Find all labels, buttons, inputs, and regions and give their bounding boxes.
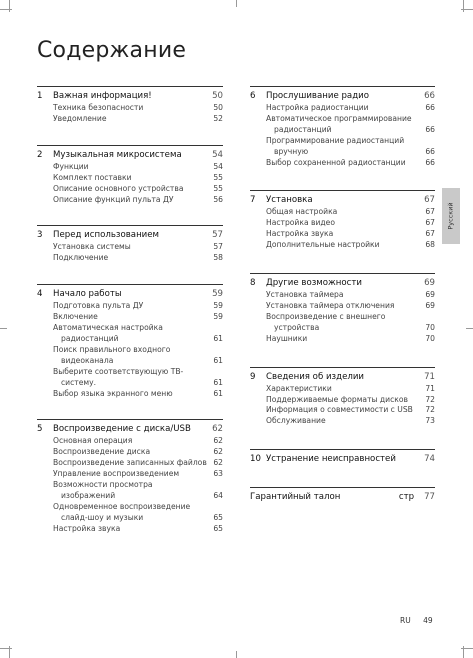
entry-label: [53, 345, 209, 367]
entry-page: 55: [213, 183, 223, 193]
entry-label: [53, 103, 209, 114]
entry-page: 67: [425, 207, 435, 217]
entry-label: [266, 384, 421, 395]
entry-page: 65: [213, 523, 223, 533]
toc-section: [37, 225, 223, 264]
toc-entry[interactable]: [250, 240, 435, 251]
entry-page: 70: [425, 333, 435, 343]
crop-mark: [466, 328, 473, 329]
toc-entry[interactable]: [250, 136, 435, 158]
entry-label-continuation: слайд-шоу и музыки: [61, 512, 144, 522]
toc-item-list: [37, 242, 223, 264]
entry-page: 57: [213, 242, 223, 252]
entry-page: 50: [213, 103, 223, 112]
entry-page: 52: [213, 113, 223, 123]
entry-page: 55: [213, 172, 223, 182]
entry-label-text: Дополнительные настройки: [266, 240, 380, 250]
entry-page: 61: [213, 355, 223, 365]
section-page: 59: [212, 289, 223, 300]
entry-label-text: Обслуживание: [266, 416, 326, 426]
entry-label-text: Управление воспроизведением: [53, 469, 180, 479]
toc-entry[interactable]: [250, 312, 435, 334]
entry-label: [266, 290, 421, 301]
entry-label-text: Поиск правильного входного: [53, 344, 171, 354]
section-number: 4: [37, 289, 43, 300]
entry-page: 61: [213, 333, 223, 343]
toc-entry[interactable]: [250, 301, 435, 312]
section-number: 8: [250, 278, 256, 289]
entry-page: 72: [425, 405, 435, 415]
guarantee-page-word: стр: [398, 492, 415, 503]
entry-label: [53, 447, 209, 458]
toc-entry[interactable]: [250, 384, 435, 395]
footer-language: RU: [400, 616, 411, 625]
toc-section-heading[interactable]: [37, 145, 223, 161]
entry-label: [266, 114, 421, 136]
toc-entry[interactable]: [250, 405, 435, 416]
entry-label: [53, 469, 209, 480]
crop-mark: [9, 0, 10, 12]
entry-page: 61: [213, 388, 223, 398]
toc-item-list: [37, 301, 223, 399]
section-title: Музыкальная микросистема: [53, 149, 182, 160]
toc-section-heading[interactable]: [37, 86, 223, 102]
entry-label-text: Возможности просмотра: [53, 480, 153, 490]
toc-entry[interactable]: [37, 253, 223, 264]
toc-entry[interactable]: [250, 218, 435, 229]
guarantee-page: 77: [424, 492, 435, 503]
entry-label-text: Общая настройка: [266, 207, 338, 217]
crop-mark: [0, 328, 7, 329]
entry-label-text: Наушники: [266, 333, 308, 343]
entry-label: [53, 502, 209, 524]
language-tab: [442, 188, 460, 244]
entry-label-text: Уведомление: [53, 113, 107, 123]
entry-page: 62: [213, 447, 223, 457]
toc-entry[interactable]: [250, 290, 435, 301]
section-page: 66: [424, 91, 435, 101]
section-title: Начало работы: [53, 289, 122, 300]
section-page: 67: [424, 195, 435, 206]
entry-label-text: Настройка звука: [53, 523, 121, 533]
entry-label-text: Техника безопасности: [53, 103, 144, 112]
section-page: 71: [424, 371, 435, 382]
entry-page: 73: [425, 416, 435, 426]
entry-page: 56: [213, 194, 223, 204]
entry-label: [266, 207, 421, 218]
entry-label-text: Основная операция: [53, 436, 133, 446]
entry-label-text: Воспроизведение записанных файлов: [53, 458, 207, 468]
section-page: 57: [212, 230, 223, 241]
toc-section-heading[interactable]: [250, 273, 435, 289]
toc-item-list: [250, 207, 435, 251]
entry-label-text: Подключение: [53, 253, 109, 263]
crop-mark: [0, 648, 12, 649]
section-title: Воспроизведение с диска/USB: [53, 424, 191, 435]
entry-label: [53, 114, 209, 125]
section-number: 1: [37, 91, 43, 101]
entry-page: 67: [425, 218, 435, 228]
entry-label-text: Настройка радиостанции: [266, 103, 369, 112]
entry-label-text: Подготовка пульта ДУ: [53, 301, 144, 311]
toc-entry[interactable]: [250, 158, 435, 169]
section-page: 69: [424, 278, 435, 289]
entry-label-continuation: видеоканала: [61, 355, 114, 365]
entry-label-text: Поддерживаемые форматы дисков: [266, 394, 408, 404]
crop-mark: [236, 0, 237, 7]
entry-page: 67: [425, 229, 435, 239]
entry-label: [53, 301, 209, 312]
entry-label: [53, 480, 209, 502]
crop-mark: [236, 651, 237, 658]
toc-entry[interactable]: [250, 103, 435, 114]
toc-entry[interactable]: [250, 207, 435, 218]
entry-label-text: Одновременное воспроизведение: [53, 501, 191, 511]
entry-page: 62: [213, 458, 223, 468]
toc-entry[interactable]: [37, 480, 223, 502]
entry-page: 69: [425, 300, 435, 310]
entry-page: 68: [425, 240, 435, 250]
entry-label: [266, 405, 421, 416]
toc-item-list: [250, 384, 435, 428]
toc-entry[interactable]: [250, 395, 435, 406]
section-number: 7: [250, 195, 256, 206]
entry-label: [266, 103, 421, 114]
entry-page: 66: [425, 157, 435, 167]
toc-section-heading[interactable]: [37, 419, 223, 435]
section-number: 3: [37, 230, 43, 241]
crop-mark: [463, 646, 464, 658]
entry-label-text: Воспроизведение с внешнего: [266, 311, 386, 321]
entry-label: [53, 242, 209, 253]
guarantee-entry[interactable]: [250, 487, 435, 503]
entry-page: 70: [425, 322, 435, 332]
toc-section: [250, 273, 435, 345]
toc-item-list: [250, 103, 435, 168]
entry-label-text: Функции: [53, 161, 89, 171]
section-title: Другие возможности: [266, 278, 362, 289]
toc-entry[interactable]: [37, 502, 223, 524]
entry-label-text: Включение: [53, 312, 98, 322]
entry-label: [266, 395, 421, 406]
entry-label: [53, 389, 209, 400]
entry-page: 59: [213, 312, 223, 322]
entry-label: [266, 416, 421, 427]
entry-label: [53, 162, 209, 173]
entry-label: [266, 240, 421, 251]
section-title: Прослушивание радио: [266, 91, 369, 101]
toc-item-list: [250, 290, 435, 345]
footer-page-number: 49: [423, 616, 433, 625]
entry-label-continuation: систему.: [61, 377, 97, 387]
section-page: 54: [212, 149, 223, 160]
toc-entry[interactable]: [37, 345, 223, 367]
entry-label-text: Комплект поставки: [53, 172, 132, 182]
section-page: 62: [212, 424, 223, 435]
entry-label-text: Установка таймера: [266, 290, 344, 300]
toc-entry[interactable]: [37, 469, 223, 480]
entry-label: [266, 136, 421, 158]
entry-label-continuation: вручную: [274, 146, 309, 156]
toc-section: [250, 86, 435, 168]
toc-section: [37, 145, 223, 206]
toc-section-heading[interactable]: [250, 190, 435, 206]
toc-entry[interactable]: [250, 229, 435, 240]
toc-entry[interactable]: [37, 447, 223, 458]
entry-label-continuation: радиостанций: [274, 124, 332, 134]
entry-label-text: Информация о совместимости с USB: [266, 405, 413, 415]
section-page: 50: [212, 91, 223, 101]
section-number: 10: [250, 454, 261, 465]
entry-label: [53, 312, 209, 323]
toc-entry[interactable]: [37, 114, 223, 125]
section-number: 2: [37, 149, 43, 160]
entry-page: 72: [425, 394, 435, 404]
toc-entry[interactable]: [37, 301, 223, 312]
toc-entry[interactable]: [37, 312, 223, 323]
toc-section: [37, 419, 223, 534]
entry-page: 69: [425, 290, 435, 300]
toc-item-list: [37, 162, 223, 206]
toc-section-heading[interactable]: [250, 449, 435, 465]
section-number: 5: [37, 424, 43, 435]
toc-section: [250, 449, 435, 465]
entry-label-continuation: устройства: [274, 322, 320, 332]
entry-page: 66: [425, 103, 435, 112]
entry-page: 64: [213, 490, 223, 500]
toc-entry[interactable]: [37, 436, 223, 447]
toc-entry[interactable]: [37, 367, 223, 389]
section-number: 6: [250, 91, 256, 101]
entry-label: [53, 524, 209, 535]
entry-page: 59: [213, 301, 223, 311]
toc-entry[interactable]: [37, 389, 223, 400]
crop-mark: [0, 9, 12, 10]
section-title: Установка: [266, 195, 313, 206]
entry-label: [53, 458, 209, 469]
section-number: 9: [250, 371, 256, 382]
toc-entry[interactable]: [250, 114, 435, 136]
entry-label-text: Воспроизведение диска: [53, 447, 151, 457]
entry-label-text: Выбор языка экранного меню: [53, 388, 173, 398]
entry-label: [53, 173, 209, 184]
entry-label-text: Установка таймера отключения: [266, 300, 395, 310]
crop-mark: [463, 0, 464, 12]
entry-label: [53, 323, 209, 345]
toc-section-heading[interactable]: [250, 367, 435, 383]
entry-label: [53, 436, 209, 447]
toc-entry[interactable]: [37, 184, 223, 195]
toc-entry[interactable]: [37, 524, 223, 535]
entry-page: 66: [425, 146, 435, 156]
entry-label-text: Настройка видео: [266, 218, 335, 228]
entry-page: 63: [213, 469, 223, 479]
entry-label: [53, 253, 209, 264]
crop-mark: [9, 646, 10, 658]
section-page: 74: [424, 454, 435, 465]
entry-label: [266, 218, 421, 229]
entry-page: 62: [213, 436, 223, 446]
entry-label-continuation: радиостанций: [61, 333, 119, 343]
toc-entry[interactable]: [37, 458, 223, 469]
toc-section: [37, 86, 223, 125]
entry-label-text: Характеристики: [266, 383, 332, 393]
toc-section: [250, 190, 435, 251]
toc-section-heading[interactable]: [37, 225, 223, 241]
entry-label: [266, 301, 421, 312]
entry-label: [266, 229, 421, 240]
toc-entry[interactable]: [37, 195, 223, 206]
entry-page: 54: [213, 161, 223, 171]
entry-label-text: Выбор сохраненной радиостанции: [266, 157, 406, 167]
entry-page: 58: [213, 253, 223, 263]
entry-label: [53, 367, 209, 389]
entry-page: 65: [213, 512, 223, 522]
toc-entry[interactable]: [37, 323, 223, 345]
page-footer: [400, 616, 433, 625]
section-title: Перед использованием: [53, 230, 160, 241]
toc-section: [250, 367, 435, 428]
entry-label-text: Описание функций пульта ДУ: [53, 194, 174, 204]
toc-entry[interactable]: [250, 334, 435, 345]
entry-label-text: Настройка звука: [266, 229, 334, 239]
entry-label: [53, 195, 209, 206]
toc-section: [37, 284, 223, 399]
toc-entry[interactable]: [250, 416, 435, 427]
toc-left-column: [37, 86, 223, 555]
entry-label-text: Установка системы: [53, 242, 131, 252]
language-tab-label: Русский: [447, 202, 456, 230]
toc-section-heading[interactable]: [37, 284, 223, 300]
toc-entry[interactable]: [37, 173, 223, 184]
section-title: Устранение неисправностей: [266, 454, 396, 465]
entry-label: [266, 334, 421, 345]
entry-page: 61: [213, 377, 223, 387]
toc-item-list: [37, 436, 223, 534]
entry-label: [53, 184, 209, 195]
entry-label-text: Выберите соответствующую ТВ-: [53, 366, 184, 376]
toc-right-column: [250, 86, 435, 503]
toc-section-heading[interactable]: [250, 86, 435, 102]
entry-label: [266, 158, 421, 169]
entry-label-text: Описание основного устройства: [53, 183, 184, 193]
toc-entry[interactable]: [37, 162, 223, 173]
entry-page: 66: [425, 124, 435, 134]
entry-label-text: Автоматическая настройка: [53, 323, 163, 333]
entry-label-text: Автоматическое программирование: [266, 113, 412, 123]
entry-label-continuation: изображений: [61, 490, 116, 500]
entry-page: 71: [425, 383, 435, 393]
section-title: Сведения об изделии: [266, 371, 365, 382]
page-title: Содержание: [37, 38, 187, 63]
toc-entry[interactable]: [37, 103, 223, 114]
section-title: Важная информация!: [53, 91, 152, 101]
guarantee-label: Гарантийный талон: [250, 492, 341, 503]
toc-item-list: [37, 103, 223, 125]
entry-label-text: Программирование радиостанций: [266, 135, 405, 145]
toc-entry[interactable]: [37, 242, 223, 253]
entry-label: [266, 312, 421, 334]
